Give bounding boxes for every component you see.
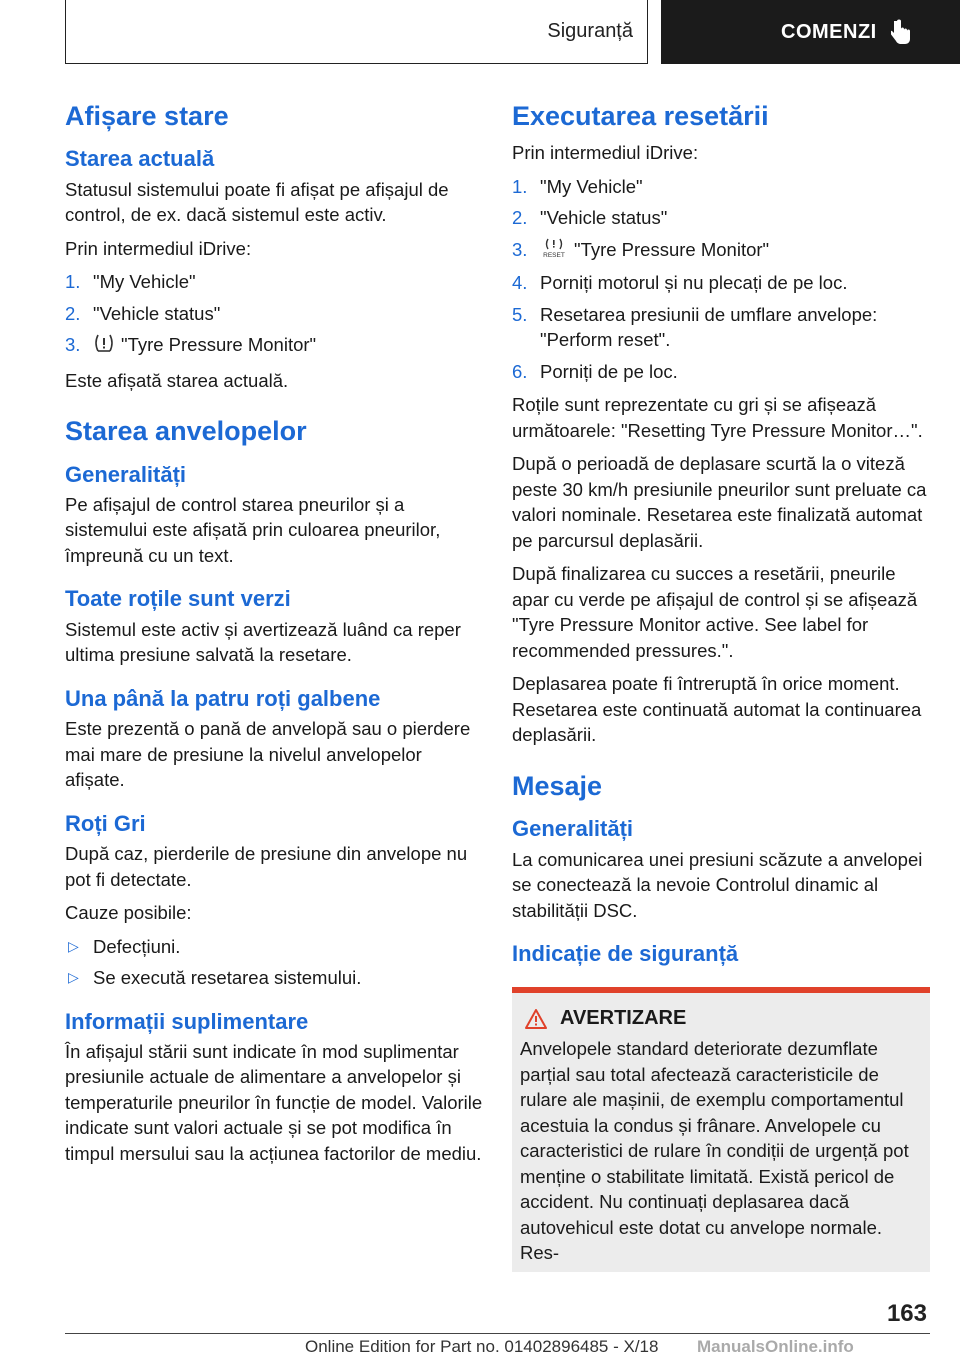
- left-column: [65, 100, 483, 1174]
- paragraph: După caz, pierderile de presiune din anvelope nu pot fi detectate.: [65, 843, 468, 890]
- heading-general: Generalități: [65, 461, 187, 487]
- heading-additional-info: Informații suplimentare: [65, 1008, 309, 1034]
- hand-pointer-icon: [891, 19, 913, 45]
- heading-all-green: Toate roțile sunt verzi: [65, 586, 291, 612]
- list-item: 2. "Vehicle status": [512, 207, 668, 229]
- footer-divider: [65, 1333, 930, 1334]
- heading-messages: Mesaje: [512, 770, 603, 801]
- heading-general: Generalități: [512, 816, 634, 842]
- list-item: 5. Resetarea presiunii de umflare anvelope: "Perform reset".: [512, 303, 878, 351]
- heading-grey-wheels: Roți Gri: [65, 810, 146, 836]
- bullet-triangle-icon: ▷: [68, 937, 79, 954]
- paragraph: Pe afișajul de control starea pneurilor și a sistemului este afișată prin culoarea pneurilor, împreună cu un text.: [65, 493, 441, 566]
- paragraph: Cauze posibile:: [65, 902, 192, 924]
- list-item: 1. "My Vehicle": [512, 175, 643, 197]
- list-item: ▷ Defecțiuni.: [65, 934, 483, 960]
- list-item: 1. "My Vehicle": [65, 271, 196, 293]
- page-number: 163: [886, 1300, 927, 1327]
- paragraph: Prin intermediul iDrive:: [512, 142, 699, 164]
- heading-perform-reset: Executarea resetării: [512, 101, 769, 131]
- paragraph: Este afișată starea actuală.: [65, 369, 289, 391]
- list-item: 4. Porniți motorul și nu plecați de pe loc.: [512, 272, 848, 294]
- list-item: 3. RESET "Tyre Pressure Monitor": [512, 237, 930, 264]
- idrive-steps-list: [65, 269, 483, 359]
- list-item: 2. "Vehicle status": [65, 302, 221, 324]
- warning-text: Anvelopele standard deteriorate dezumflate parțial sau total afectează caracteristicile de rulare ale mașinii, de exemplu comportamentul acestuia la condus și frânare. Anvelopele cu caracteristici de rulare în condiții de urgență pot menține o stabilitate limitată. Există pericol de accident. Nu continuați deplasarea dacă autovehicul este dotat cu anvelope normale. Res-: [520, 1038, 909, 1264]
- paragraph: Roțile sunt reprezentate cu gri și se afișează următoarele: "Resetting Tyre Pressure Monitor…".: [512, 394, 923, 441]
- header-chapter: [661, 0, 960, 64]
- edition-text: Online Edition for Part no. 01402896485 - X/18: [305, 1337, 659, 1356]
- paragraph: După finalizarea cu succes a resetării, pneurile apar cu verde pe afișajul de control și se afișează "Tyre Pressure Monitor active. See label for recommended pressures.".: [512, 563, 918, 661]
- warning-box: [512, 993, 930, 1272]
- tyre-reset-icon: [540, 238, 568, 265]
- bullet-triangle-icon: ▷: [68, 969, 79, 986]
- svg-text:RESET: RESET: [543, 251, 565, 258]
- list-item: 3. "Tyre Pressure Monitor": [65, 332, 483, 359]
- heading-current-state: Starea actuală: [65, 146, 215, 172]
- warning-title: AVERTIZARE: [520, 1007, 922, 1030]
- causes-list: [65, 934, 483, 991]
- list-item: ▷ Se execută resetarea sistemului.: [65, 965, 483, 991]
- header-section: [65, 0, 648, 64]
- list-item: 6. Porniți de pe loc.: [512, 360, 678, 382]
- heading-status-display: Afișare stare: [65, 101, 229, 131]
- section-title: Siguranță: [547, 20, 633, 42]
- paragraph: Prin intermediul iDrive:: [65, 237, 252, 259]
- right-column: [512, 100, 930, 1272]
- chapter-title: COMENZI: [781, 20, 877, 43]
- reset-steps-list: [512, 174, 930, 384]
- warning-triangle-icon: [524, 1008, 548, 1030]
- heading-safety-note: Indicație de siguranță: [512, 941, 739, 967]
- watermark: ManualsOnline.info: [697, 1337, 854, 1356]
- paragraph: Deplasarea poate fi întreruptă în orice moment. Resetarea este continuată automat la continuarea deplasării.: [512, 673, 922, 746]
- paragraph: În afișajul stării sunt indicate în mod suplimentar presiunile actuale de alimentare a anvelopelor și temperaturile pneurilor în funcție de model. Valorile indicate sunt valori actuale și se pot modifica în timpul mersului sau la acțiunea factorilor de mediu.: [65, 1040, 483, 1164]
- paragraph: Statusul sistemului poate fi afișat pe afișajul de control, de ex. dacă sistemul este activ.: [65, 178, 449, 226]
- paragraph: Sistemul este activ și avertizează luând ca reper ultima presiune salvată la resetare.: [65, 618, 461, 666]
- tyre-warning-icon: [93, 333, 115, 360]
- paragraph: Este prezentă o pană de anvelopă sau o pierdere mai mare de presiune la nivelul anvelopelor afișate.: [65, 718, 471, 791]
- paragraph: La comunicarea unei presiuni scăzute a anvelopei se conectează la nevoie Controlul dinamic al stabilității DSC.: [512, 848, 923, 921]
- paragraph: După o perioadă de deplasare scurtă la o viteză peste 30 km/h presiunile pneurilor sunt preluate ca valori nominale. Resetarea este finalizată automat pe parcursul deplasării.: [512, 453, 927, 551]
- heading-yellow-wheels: Una până la patru roți galbene: [65, 685, 381, 711]
- heading-tyre-state: Starea anvelopelor: [65, 416, 307, 447]
